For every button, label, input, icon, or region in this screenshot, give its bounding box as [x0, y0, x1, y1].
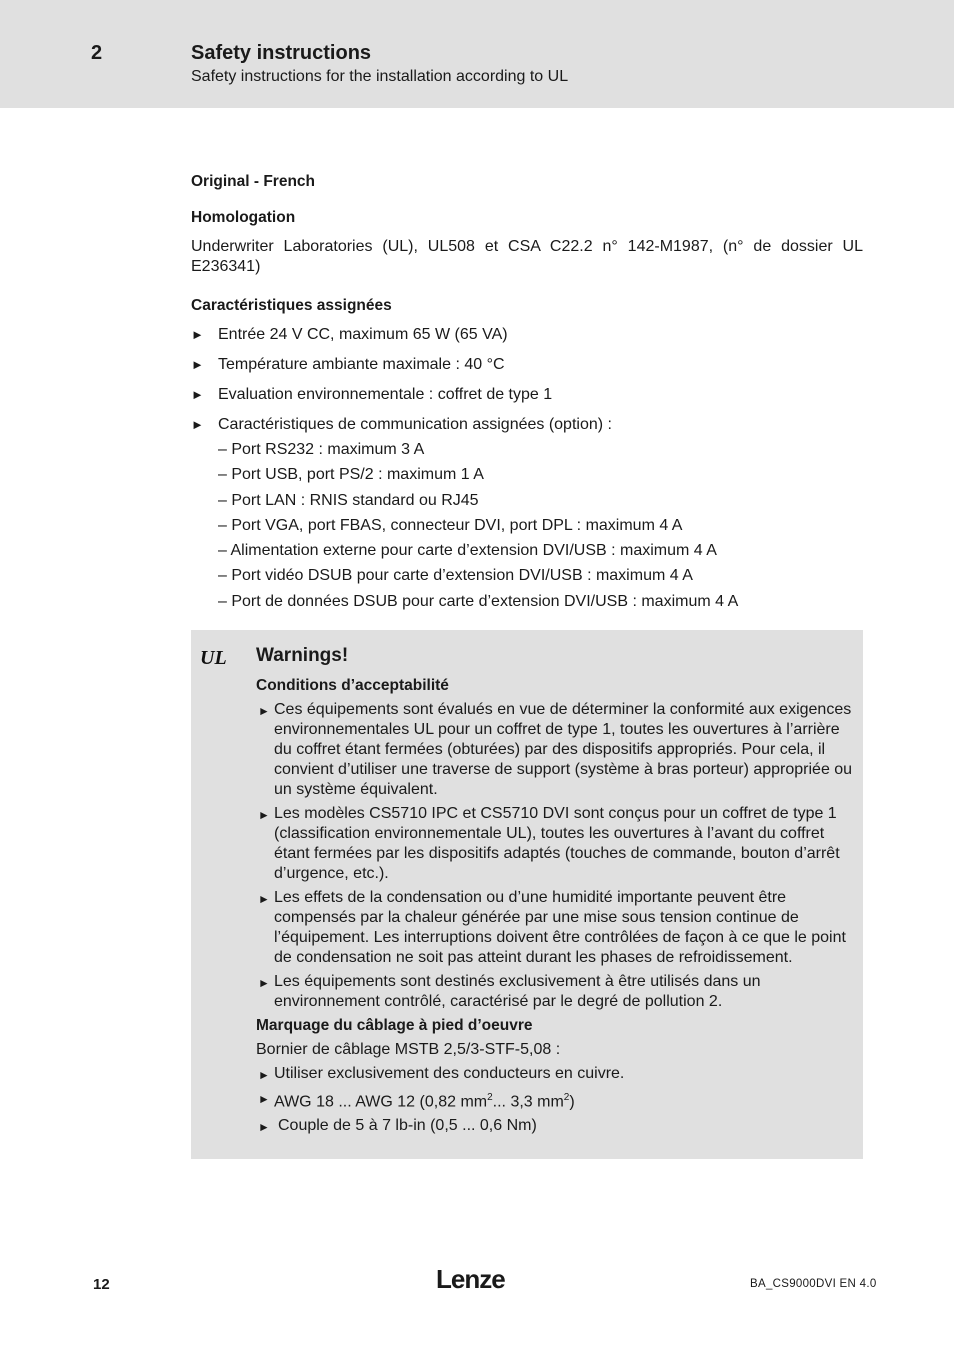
chapter-number: 2: [91, 42, 103, 64]
warnings-box: [191, 630, 863, 1159]
comm-item: – Port RS232 : maximum 3 A: [218, 441, 425, 458]
chapter-title: Safety instructions: [191, 42, 372, 64]
wiring-heading: Marquage du câblage à pied d’oeuvre: [256, 1017, 533, 1034]
list-item: ► Les équipements sont destinés exclusivement à être utilisés dans un environnement contrôlé, caractérisé par le degré de pollution 2.: [258, 973, 761, 1010]
list-item: ► Ces équipements sont évalués en vue de déterminer la conformité aux exigences environnementales UL pour un coffret de type 1, toutes les ouvertures à l’arrière du coffret étant fermées (obturées) par des dispositifs appropriés. Pour cela, il convient d’utiliser une traverse de support (système à bras porteur) appropriée ou un système équivalent.: [258, 701, 853, 798]
homologation-heading: Homologation: [191, 209, 296, 226]
warnings-title: Warnings!: [256, 645, 349, 666]
main-content: [191, 172, 863, 617]
page-number: 12: [93, 1276, 110, 1293]
comm-item: – Port USB, port PS/2 : maximum 1 A: [218, 466, 484, 484]
section-original: Original - French: [191, 173, 316, 190]
svg-text:UL: UL: [200, 647, 227, 668]
page-header: [0, 0, 954, 108]
list-item: ► Les modèles CS5710 IPC et CS5710 DVI sont conçus pour un coffret de type 1 (classification environnementale UL), toutes les ouvertures à l’avant du coffret étant fermées par les dispositifs adaptés (touches de commande, bouton d’arrêt d’urgence, etc.).: [258, 805, 840, 882]
warnings-content: [256, 644, 856, 1140]
list-item: ► AWG 18 ... AWG 12 (0,82 $mm^2$... 3,3 $mm^2$): [256, 1088, 856, 1112]
conditions-heading: Conditions d’acceptabilité: [256, 677, 449, 694]
comm-item: – Port vidéo DSUB pour carte d’extension DVI/USB : maximum 4 A: [218, 567, 693, 585]
arrow-bullet-icon: ►: [191, 387, 204, 402]
arrow-bullet-icon: ►: [258, 1092, 270, 1106]
ratings-heading: Caractéristiques assignées: [191, 297, 392, 314]
wiring-intro: Bornier de câblage MSTB 2,5/3-STF-5,08 :: [256, 1041, 561, 1058]
arrow-bullet-icon: ►: [258, 1068, 270, 1082]
list-item: ► Entrée 24 V CC, maximum 65 W (65 VA): [191, 326, 508, 343]
comm-item: – Alimentation externe pour carte d’extension DVI/USB : maximum 4 A: [218, 542, 717, 560]
document-id: BA_CS9000DVI EN 4.0: [750, 1278, 877, 1290]
comm-item: – Port LAN : RNIS standard ou RJ45: [218, 491, 479, 509]
comm-item: – Port de données DSUB pour carte d’extension DVI/USB : maximum 4 A: [218, 592, 739, 610]
list-item: ► Caractéristiques de communication assignées (option) :: [191, 416, 612, 433]
list-item: ► Les effets de la condensation ou d’une humidité importante peuvent être compensés par la chaleur générée par une mise sous tension continue de l’équipement. Les interruptions doivent être contrôlées de façon à ce que le point de condensation ne soit pas atteint durant les phases de refroidissement.: [258, 889, 846, 966]
chapter-subtitle: Safety instructions for the installation according to UL: [191, 68, 569, 85]
arrow-bullet-icon: ►: [258, 808, 270, 822]
arrow-bullet-icon: ►: [191, 327, 204, 342]
arrow-bullet-icon: ►: [258, 892, 270, 906]
list-item: ► Couple de 5 à 7 lb-in (0,5 ... 0,6 Nm): [256, 1116, 856, 1136]
homologation-text: Underwriter Laboratories (UL), UL508 et CSA C22.2 n° 142-M1987, (n° de dossier UL E236341): [191, 238, 863, 275]
list-item: ► Evaluation environnementale : coffret de type 1: [191, 386, 553, 403]
arrow-bullet-icon: ►: [258, 1120, 270, 1135]
list-item: ► Température ambiante maximale : 40 °C: [191, 356, 505, 373]
list-item: ► Utiliser exclusivement des conducteurs en cuivre.: [256, 1064, 856, 1084]
arrow-bullet-icon: ►: [191, 417, 204, 432]
ratings-list: [191, 325, 863, 617]
arrow-bullet-icon: ►: [258, 704, 270, 718]
lenze-logo: Lenze: [436, 1264, 505, 1294]
comm-item: – Port VGA, port FBAS, connecteur DVI, port DPL : maximum 4 A: [218, 516, 683, 534]
arrow-bullet-icon: ►: [191, 357, 204, 372]
ul-mark-icon: [199, 646, 229, 668]
arrow-bullet-icon: ►: [258, 976, 270, 990]
